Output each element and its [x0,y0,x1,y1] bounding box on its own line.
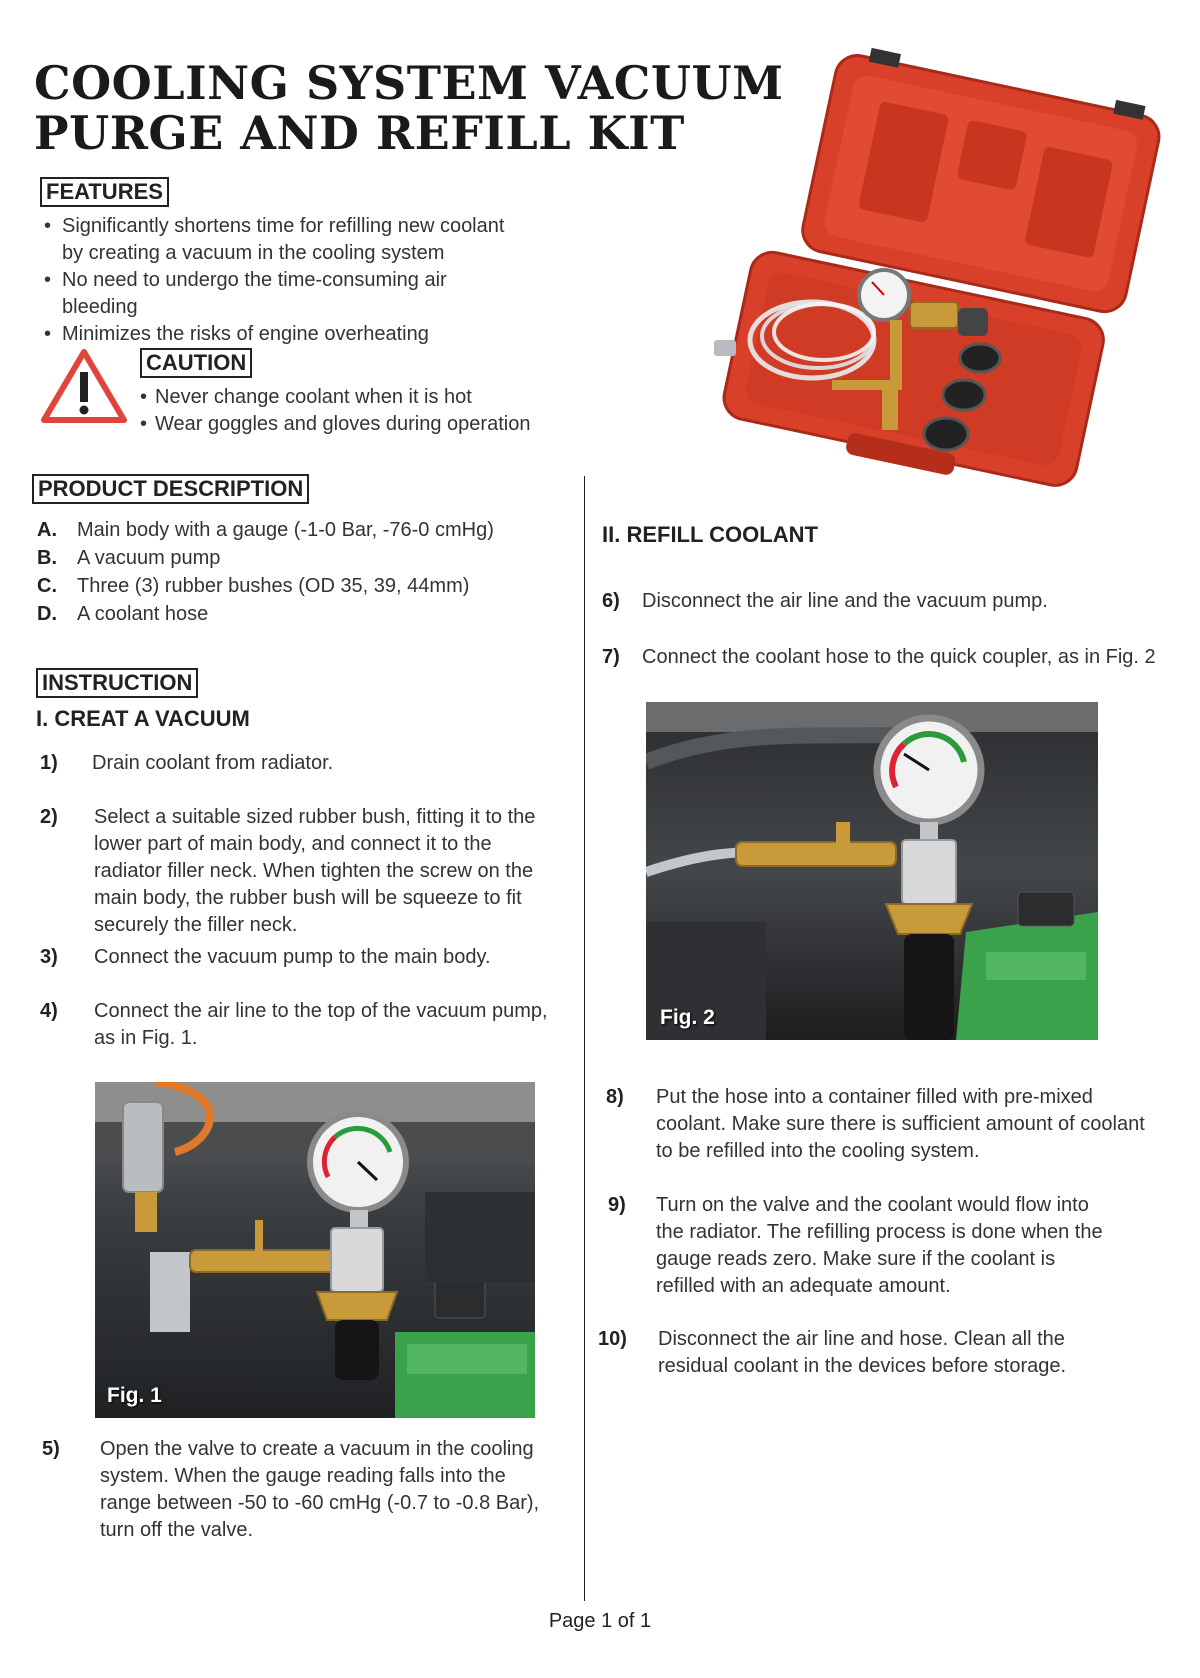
caution-heading: CAUTION [140,348,252,378]
step-5: 5) Open the valve to create a vacuum in the cooling system. When the gauge reading falls into the range between -50 to -60 cmHg (-0.7 to -0.8 Bar), turn off the valve. [42,1438,540,1541]
list-item: B. A vacuum pump [37,547,221,569]
figure-1-photo [95,1082,535,1418]
product-description-heading: PRODUCT DESCRIPTION [32,474,309,504]
section-title-refill: II. REFILL COOLANT [602,522,818,547]
page-number: Page 1 of 1 [548,1610,652,1632]
list-item: • No need to undergo the time-consuming air bleeding [40,267,510,321]
step-9: 9) Turn on the valve and the coolant would flow into the radiator. The refilling process is done when the gauge reads zero. Make sure if the coolant is refilled with an adequate amount. [608,1194,1103,1297]
step-10: 10) Disconnect the air line and hose. Clean all the residual coolant in the devices before storage. [598,1328,1067,1377]
title-line-2: PURGE AND REFILL KIT [34,106,685,160]
step-7: 7) Connect the coolant hose to the quick coupler, as in Fig. 2 [602,646,1156,668]
list-item: • Never change coolant when it is hot [140,384,560,411]
figure-1-label: Fig. 1 [107,1384,162,1407]
product-case-photo [712,40,1168,510]
list-item: • Minimizes the risks of engine overheating [40,321,510,348]
product-description-section [32,474,572,628]
list-item: A. Main body with a gauge (-1-0 Bar, -76-0 cmHg) [37,519,494,541]
step-1: 1) Drain coolant from radiator. [40,752,334,774]
step-6: 6) Disconnect the air line and the vacuum pump. [602,590,1048,612]
section-title-vacuum: I. CREAT A VACUUM [36,706,250,731]
instruction-heading: INSTRUCTION [36,668,198,698]
features-section [40,177,560,348]
figure-2-photo [646,702,1098,1040]
title-line-1: COOLING SYSTEM VACUUM [34,56,784,110]
instruction-section [36,668,566,732]
caution-list [140,384,560,438]
figure-2-label: Fig. 2 [660,1006,715,1029]
step-3: 3) Connect the vacuum pump to the main body. [40,946,491,968]
list-item: • Wear goggles and gloves during operation [140,411,560,438]
list-item: • Significantly shortens time for refilling new coolant by creating a vacuum in the cooling system [40,213,510,267]
step-2: 2) Select a suitable sized rubber bush, fitting it to the lower part of main body, and connect it to the radiator filler neck. When tighten the screw on the main body, the rubber bush will be squeeze to fit securely the filler neck. [40,806,536,936]
features-list [40,213,510,348]
list-item: C. Three (3) rubber bushes (OD 35, 39, 44mm) [37,575,470,597]
features-heading: FEATURES [40,177,169,207]
caution-section [140,348,560,438]
warning-triangle-icon [40,346,128,426]
column-divider [584,476,585,1601]
step-8: 8) Put the hose into a container filled with pre-mixed coolant. Make sure there is sufficient amount of coolant to be refilled into the cooling system. [606,1086,1145,1162]
page-title [34,58,784,158]
step-4: 4) Connect the air line to the top of the vacuum pump, as in Fig. 1. [40,1000,548,1049]
product-description-list [37,516,572,628]
list-item: D. A coolant hose [37,603,209,625]
